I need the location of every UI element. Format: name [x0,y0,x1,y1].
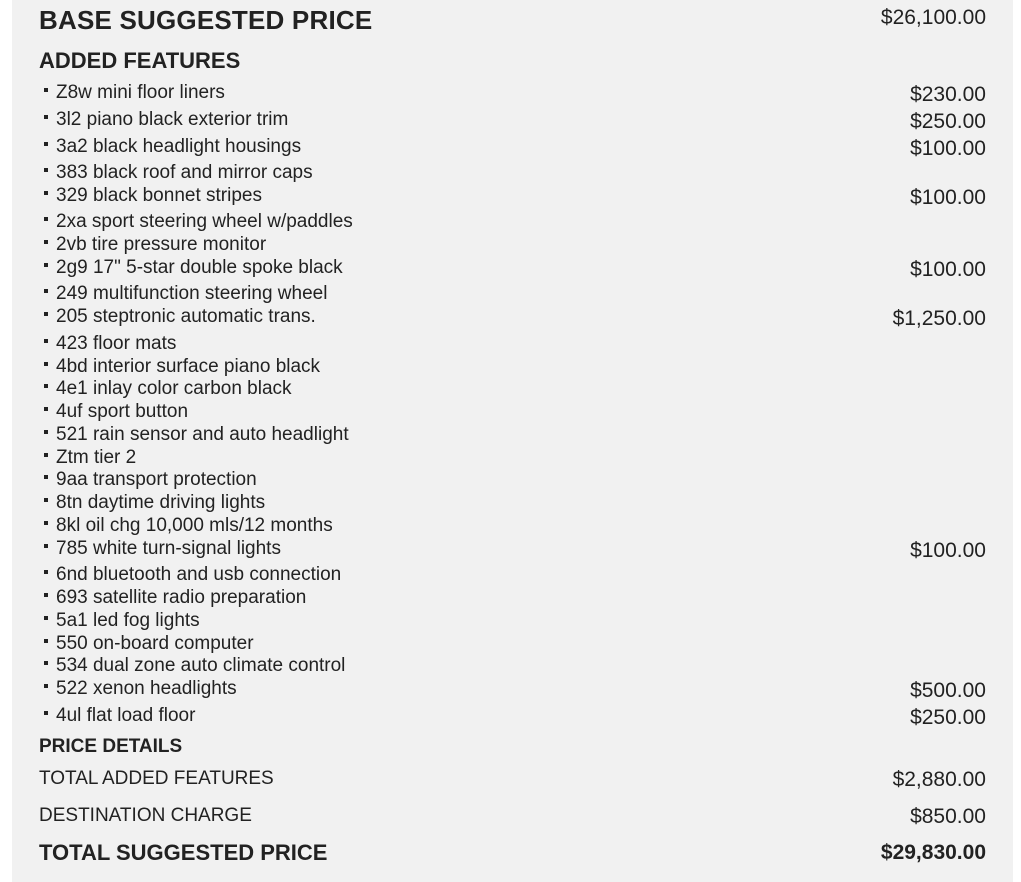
feature-item [44,678,237,700]
feature-text: 4e1 inlay color carbon black [56,378,292,399]
destination-charge-value: $850.00 [910,805,986,828]
bullet-icon [44,593,48,597]
bullet-icon [44,453,48,457]
feature-item [44,655,345,677]
bullet-icon [44,339,48,343]
bullet-icon [44,475,48,479]
bullet-icon [44,217,48,221]
bullet-icon [44,616,48,620]
bullet-icon [44,498,48,502]
feature-price: $500.00 [910,679,986,702]
added-features-title: ADDED FEATURES [39,48,241,73]
feature-item [44,610,200,632]
feature-text: 3a2 black headlight housings [56,136,302,157]
feature-text: 785 white turn-signal lights [56,538,281,559]
feature-item [44,82,225,104]
feature-price: $100.00 [910,539,986,562]
feature-text: 4ul flat load floor [56,705,196,726]
feature-item [44,447,136,469]
feature-price: $100.00 [910,137,986,160]
bullet-icon [44,191,48,195]
feature-text: 329 black bonnet stripes [56,185,262,206]
bullet-icon [44,570,48,574]
feature-price: $1,250.00 [892,307,986,330]
feature-text: 4bd interior surface piano black [56,356,321,377]
feature-item [44,633,254,655]
feature-text: 8kl oil chg 10,000 mls/12 months [56,515,333,536]
feature-item [44,378,292,400]
feature-item [44,564,341,586]
bullet-icon [44,240,48,244]
bullet-icon [44,521,48,525]
feature-price: $250.00 [910,110,986,133]
feature-text: 2xa sport steering wheel w/paddles [56,211,353,232]
feature-text: Z8w mini floor liners [56,82,225,103]
feature-text: 521 rain sensor and auto headlight [56,424,349,445]
price-sheet [12,0,1013,882]
bullet-icon [44,711,48,715]
bullet-icon [44,115,48,119]
feature-text: 423 floor mats [56,333,177,354]
feature-item [44,257,343,279]
feature-text: 522 xenon headlights [56,678,237,699]
bullet-icon [44,88,48,92]
total-added-features-label: TOTAL ADDED FEATURES [39,768,274,789]
feature-item [44,356,320,378]
feature-item [44,234,266,256]
base-price-value: $26,100.00 [880,6,986,29]
feature-price: $230.00 [910,83,986,106]
feature-item [44,492,265,514]
feature-text: 205 steptronic automatic trans. [56,306,316,327]
feature-price: $250.00 [910,706,986,729]
feature-item [44,587,306,609]
total-suggested-price-label: TOTAL SUGGESTED PRICE [39,840,328,865]
feature-text: 9aa transport protection [56,469,257,490]
feature-item [44,401,188,423]
bullet-icon [44,661,48,665]
feature-item [44,424,349,446]
feature-item [44,705,195,727]
feature-text: 693 satellite radio preparation [56,587,307,608]
feature-text: Ztm tier 2 [56,447,137,468]
feature-item [44,211,353,233]
feature-item [44,515,333,537]
feature-text: 383 black roof and mirror caps [56,162,313,183]
price-details-title: PRICE DETAILS [39,736,183,757]
feature-text: 550 on-board computer [56,633,254,654]
feature-text: 2vb tire pressure monitor [56,234,267,255]
base-price-label: BASE SUGGESTED PRICE [39,5,373,35]
bullet-icon [44,362,48,366]
feature-item [44,306,316,328]
bullet-icon [44,312,48,316]
feature-item [44,109,288,131]
feature-price: $100.00 [910,258,986,281]
total-added-features-value: $2,880.00 [892,768,986,791]
feature-text: 249 multifunction steering wheel [56,283,328,304]
feature-text: 2g9 17" 5-star double spoke black [56,257,343,278]
feature-text: 534 dual zone auto climate control [56,655,346,676]
bullet-icon [44,263,48,267]
feature-price: $100.00 [910,186,986,209]
feature-item [44,538,281,560]
bullet-icon [44,407,48,411]
destination-charge-label: DESTINATION CHARGE [39,805,252,826]
bullet-icon [44,544,48,548]
feature-text: 5a1 led fog lights [56,610,200,631]
feature-item [44,136,301,158]
bullet-icon [44,639,48,643]
feature-text: 8tn daytime driving lights [56,492,266,513]
feature-text: 4uf sport button [56,401,189,422]
bullet-icon [44,384,48,388]
total-suggested-price-value: $29,830.00 [880,841,986,864]
feature-text: 3l2 piano black exterior trim [56,109,289,130]
feature-item [44,185,262,207]
bullet-icon [44,430,48,434]
feature-item [44,333,176,355]
bullet-icon [44,684,48,688]
bullet-icon [44,168,48,172]
feature-item [44,162,313,184]
bullet-icon [44,289,48,293]
feature-item [44,469,257,491]
feature-text: 6nd bluetooth and usb connection [56,564,342,585]
bullet-icon [44,142,48,146]
feature-item [44,283,327,305]
